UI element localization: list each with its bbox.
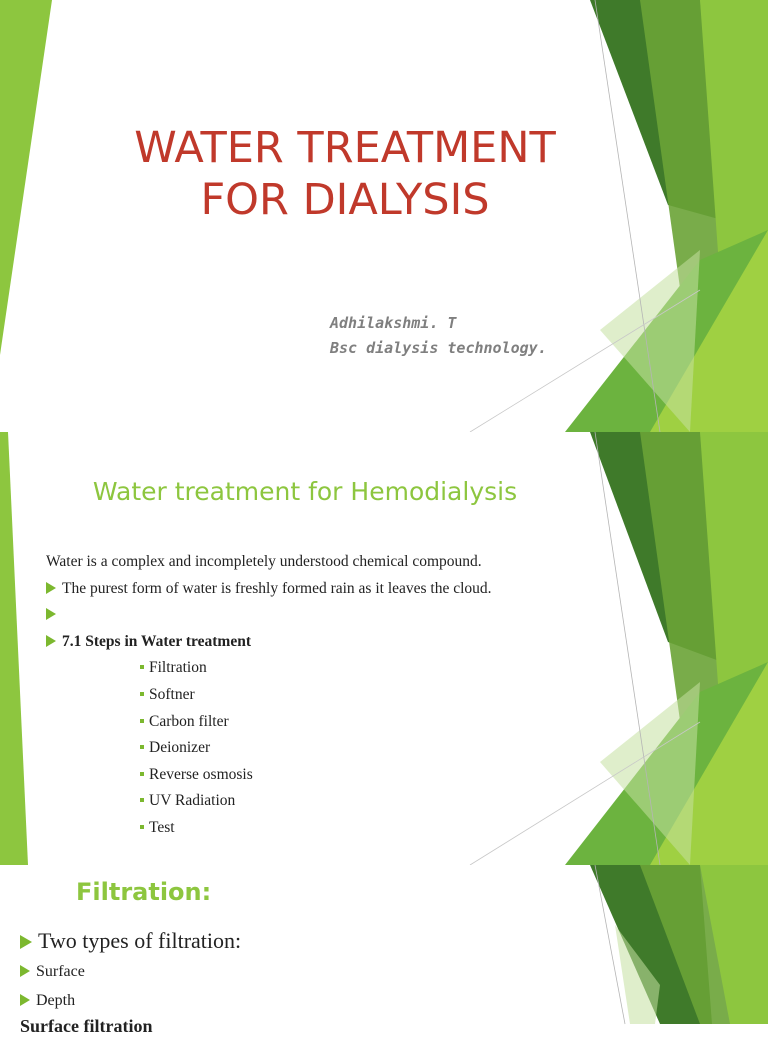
title-line: FOR DIALYSIS <box>200 175 490 225</box>
square-bullet-icon <box>140 692 144 696</box>
step-text: Reverse osmosis <box>149 765 253 783</box>
bullet-item <box>20 986 241 1015</box>
step-item <box>46 735 576 762</box>
bullet-item <box>20 957 241 986</box>
step-text: Deionizer <box>149 739 211 757</box>
bullet-item <box>46 576 576 603</box>
bullet-text: The purest form of water is freshly formed rain as it leaves the cloud. <box>62 579 492 597</box>
presentation-title <box>100 122 590 226</box>
step-text: Softner <box>149 685 195 703</box>
step-item <box>46 762 576 789</box>
step-item <box>46 788 576 815</box>
square-bullet-icon <box>140 719 144 723</box>
bullet-text: Two types of filtration: <box>38 928 242 953</box>
step-text: Filtration <box>149 659 207 677</box>
author-block <box>330 311 547 361</box>
author-name: Adhilakshmi. T <box>330 314 457 332</box>
bullet-text: 7.1 Steps in Water treatment <box>62 632 251 650</box>
left-green-sliver <box>0 432 28 865</box>
triangle-bullet-icon <box>46 635 56 647</box>
triangle-bullet-icon <box>46 608 56 620</box>
author-course: Bsc dialysis technology. <box>330 339 547 357</box>
triangle-bullet-icon <box>20 994 30 1006</box>
left-green-sliver <box>0 0 52 355</box>
slide-title <box>0 0 768 432</box>
intro-text: Water is a complex and incompletely understood chemical compound. <box>46 553 482 570</box>
slide-body <box>20 925 241 1015</box>
step-text: Carbon filter <box>149 712 229 730</box>
slide-heading: Filtration: <box>76 878 212 906</box>
title-line: WATER TREATMENT <box>134 123 556 173</box>
step-item <box>46 682 576 709</box>
triangle-bullet-icon <box>20 965 30 977</box>
step-text: Test <box>149 818 175 836</box>
step-text: UV Radiation <box>149 792 236 810</box>
square-bullet-icon <box>140 825 144 829</box>
bullet-item <box>20 925 241 957</box>
slide-heading: Water treatment for Hemodialysis <box>92 477 518 506</box>
slide-filtration <box>0 865 768 1036</box>
slide-hemodialysis <box>0 432 768 865</box>
bullet-item <box>46 629 576 656</box>
square-bullet-icon <box>140 798 144 802</box>
step-item <box>46 655 576 682</box>
bullet-text: Depth <box>36 992 76 1009</box>
triangle-bullet-icon <box>20 935 32 949</box>
slide-body <box>46 549 576 842</box>
step-item <box>46 815 576 842</box>
square-bullet-icon <box>140 665 144 669</box>
square-bullet-icon <box>140 745 144 749</box>
step-item <box>46 709 576 736</box>
triangle-bullet-icon <box>46 582 56 594</box>
bullet-item <box>46 602 576 629</box>
bullet-text: Surface <box>36 963 85 980</box>
square-bullet-icon <box>140 772 144 776</box>
cutoff-heading: Surface filtration <box>20 1016 153 1036</box>
